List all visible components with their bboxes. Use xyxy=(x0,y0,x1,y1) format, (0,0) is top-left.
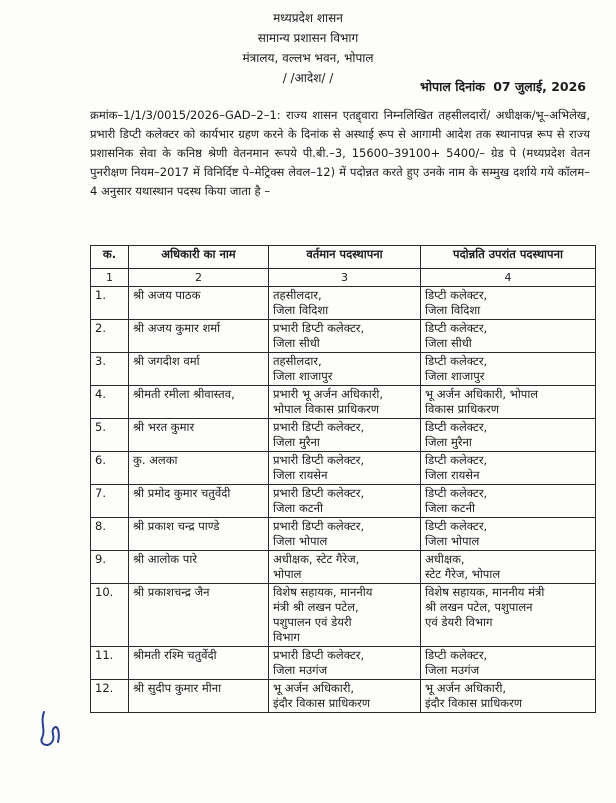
posting-line: मंत्री श्री लखन पटेल, xyxy=(273,600,359,614)
posting-line: जिला मुरैना xyxy=(273,435,320,449)
promoted-posting xyxy=(421,287,596,320)
row-serial: 10. xyxy=(91,584,129,647)
posting-line: डिप्टी कलेक्टर, xyxy=(425,453,488,467)
posting-line: जिला भोपाल xyxy=(273,534,328,548)
posting-line: विकास प्राधिकरण xyxy=(425,402,500,416)
table-row xyxy=(91,551,596,584)
posting-line: जिला कटनी xyxy=(425,501,475,515)
officer-name: श्री भरत कुमार xyxy=(129,419,269,452)
posting-line: जिला रायसेन xyxy=(273,468,328,482)
posting-line: डिप्टी कलेक्टर, xyxy=(425,288,488,302)
column-number-row xyxy=(91,269,596,287)
posting-line: जिला कटनी xyxy=(273,501,323,515)
promoted-posting xyxy=(421,647,596,680)
current-posting xyxy=(269,386,421,419)
table-row xyxy=(91,287,596,320)
table-row xyxy=(91,584,596,647)
posting-line: जिला मउगंज xyxy=(425,663,480,677)
govt-name: मध्यप्रदेश शासन xyxy=(273,11,343,25)
current-posting xyxy=(269,419,421,452)
order-text: क्रमांक–1/1/3/0015/2026–GAD–2–1: राज्य शासन एतद्द्वारा निम्नलिखित तहसीलदारों/ अधीक्षक/भू–अभिलेख, प्रभारी डिप्टी कलेक्टर को कार्यभार ग्रहण करने के दिनांक से अस्थाई रूप से आगामी आदेश तक स्थानापन्न रूप से राज्य प्रशासनिक सेवा के कनिष्ठ श्रेणी वेतनमान रूपये पी.बी.–3, 15600–39100+ 5400/– ग्रेड पे (मध्यप्रदेश वेतन पुनरीक्षण नियम–2017 में विनिर्दिष्ट पे–मेट्रिक्स लेवल–12) में पदोन्नत करते हुए उनके नाम के सम्मुख दर्शाये गये कॉलम– 4 अनुसार यथास्थान पदस्थ किया जाता है – xyxy=(90,108,590,198)
posting-line: तहसीलदार, xyxy=(273,288,322,302)
posting-line: प्रभारी भू अर्जन अधिकारी, xyxy=(273,387,384,401)
current-posting xyxy=(269,485,421,518)
table-row xyxy=(91,419,596,452)
posting-line: भोपाल xyxy=(273,567,302,581)
posting-line: प्रभारी डिप्टी कलेक्टर, xyxy=(273,519,365,533)
col-header-serial: क. xyxy=(91,246,129,269)
posting-line: जिला शाजापुर xyxy=(273,369,333,383)
promoted-posting xyxy=(421,386,596,419)
current-posting xyxy=(269,647,421,680)
posting-line: जिला विदिशा xyxy=(273,303,329,317)
order-heading: / /आदेश/ / xyxy=(282,71,334,85)
table-row xyxy=(91,386,596,419)
posting-line: जिला भोपाल xyxy=(425,534,480,548)
posting-line: अधीक्षक, xyxy=(425,552,465,566)
posting-line: जिला मउगंज xyxy=(273,663,328,677)
posting-line: अधीक्षक, स्टेट गैरेज, xyxy=(273,552,360,566)
dateline xyxy=(416,78,586,95)
officer-name: श्री अजय कुमार शर्मा xyxy=(129,320,269,353)
posting-line: भोपाल विकास प्राधिकरण xyxy=(273,402,380,416)
row-serial: 9. xyxy=(91,551,129,584)
promoted-posting xyxy=(421,353,596,386)
posting-line: भू अर्जन अधिकारी, xyxy=(425,681,507,695)
promoted-posting xyxy=(421,680,596,713)
posting-line: एवं डेयरी विभाग xyxy=(425,615,493,629)
posting-line: प्रभारी डिप्टी कलेक्टर, xyxy=(273,321,365,335)
promoted-posting xyxy=(421,518,596,551)
posting-line: इंदौर विकास प्राधिकरण xyxy=(425,696,523,710)
promoted-posting xyxy=(421,551,596,584)
posting-line: विभाग xyxy=(273,630,300,644)
officer-name: श्रीमती रमीला श्रीवास्तव, xyxy=(129,386,269,419)
table-body xyxy=(91,269,596,713)
table-row xyxy=(91,518,596,551)
promoted-posting xyxy=(421,452,596,485)
col-number: 2 xyxy=(129,269,269,287)
col-number: 1 xyxy=(91,269,129,287)
posting-line: विशेष सहायक, माननीय xyxy=(273,585,373,599)
table-row xyxy=(91,353,596,386)
current-posting xyxy=(269,551,421,584)
row-serial: 11. xyxy=(91,647,129,680)
posting-line: तहसीलदार, xyxy=(273,354,322,368)
current-posting xyxy=(269,287,421,320)
table-row xyxy=(91,647,596,680)
promoted-posting xyxy=(421,320,596,353)
office-address: मंत्रालय, वल्लभ भवन, भोपाल xyxy=(242,51,374,65)
row-serial: 1. xyxy=(91,287,129,320)
officer-name: श्री आलोक पारे xyxy=(129,551,269,584)
table-row xyxy=(91,452,596,485)
officer-name: श्री प्रकाशचन्द्र जैन xyxy=(129,584,269,647)
row-serial: 12. xyxy=(91,680,129,713)
posting-line: भू अर्जन अधिकारी, भोपाल xyxy=(425,387,539,401)
posting-line: प्रभारी डिप्टी कलेक्टर, xyxy=(273,420,365,434)
posting-line: प्रभारी डिप्टी कलेक्टर, xyxy=(273,648,365,662)
current-posting xyxy=(269,680,421,713)
officer-name: श्री जगदीश वर्मा xyxy=(129,353,269,386)
current-posting xyxy=(269,353,421,386)
signature-mark xyxy=(36,708,64,750)
col-header-current-posting: वर्तमान पदस्थापना xyxy=(269,246,421,269)
posting-line: भू अर्जन अधिकारी, xyxy=(273,681,355,695)
officer-name: श्री सुदीप कुमार मीना xyxy=(129,680,269,713)
officer-name: कु. अलका xyxy=(129,452,269,485)
officer-name: श्री प्रमोद कुमार चतुर्वेदी xyxy=(129,485,269,518)
posting-line: जिला रायसेन xyxy=(425,468,480,482)
posting-line: प्रभारी डिप्टी कलेक्टर, xyxy=(273,453,365,467)
officer-name: श्रीमती रश्मि चतुर्वेदी xyxy=(129,647,269,680)
posting-line: श्री लखन पटेल, पशुपालन xyxy=(425,600,533,614)
row-serial: 8. xyxy=(91,518,129,551)
officer-name: श्री प्रकाश चन्द्र पाण्डे xyxy=(129,518,269,551)
posting-line: डिप्टी कलेक्टर, xyxy=(425,354,488,368)
current-posting xyxy=(269,518,421,551)
posting-line: जिला सीधी xyxy=(273,336,320,350)
promoted-posting xyxy=(421,485,596,518)
table-row xyxy=(91,320,596,353)
posting-line: इंदौर विकास प्राधिकरण xyxy=(273,696,371,710)
posting-line: जिला मुरैना xyxy=(425,435,472,449)
posting-line: डिप्टी कलेक्टर, xyxy=(425,321,488,335)
posting-line: जिला विदिशा xyxy=(425,303,481,317)
posting-line: प्रभारी डिप्टी कलेक्टर, xyxy=(273,486,365,500)
posting-line: जिला शाजापुर xyxy=(425,369,485,383)
row-serial: 7. xyxy=(91,485,129,518)
row-serial: 3. xyxy=(91,353,129,386)
dateline-date: 07 जुलाई, 2026 xyxy=(493,79,586,94)
col-number: 3 xyxy=(269,269,421,287)
posting-line: स्टेट गैरेज, भोपाल xyxy=(425,567,501,581)
current-posting xyxy=(269,320,421,353)
promoted-posting xyxy=(421,419,596,452)
posting-line: डिप्टी कलेक्टर, xyxy=(425,486,488,500)
row-serial: 2. xyxy=(91,320,129,353)
posting-line: डिप्टी कलेक्टर, xyxy=(425,420,488,434)
promoted-posting xyxy=(421,584,596,647)
posting-line: डिप्टी कलेक्टर, xyxy=(425,519,488,533)
officer-name: श्री अजय पाठक xyxy=(129,287,269,320)
row-serial: 4. xyxy=(91,386,129,419)
letterhead xyxy=(0,8,616,88)
posting-line: डिप्टी कलेक्टर, xyxy=(425,648,488,662)
posting-line: विशेष सहायक, माननीय मंत्री xyxy=(425,585,545,599)
promotion-table xyxy=(90,245,596,713)
row-serial: 6. xyxy=(91,452,129,485)
posting-line: जिला सीधी xyxy=(425,336,472,350)
current-posting xyxy=(269,452,421,485)
table-header-row xyxy=(91,246,596,269)
dateline-label: भोपाल दिनांक xyxy=(420,79,485,94)
col-header-promoted-posting: पदोन्नति उपरांत पदस्थापना xyxy=(421,246,596,269)
posting-line: पशुपालन एवं डेयरी xyxy=(273,615,352,629)
table-row xyxy=(91,680,596,713)
current-posting xyxy=(269,584,421,647)
row-serial: 5. xyxy=(91,419,129,452)
col-header-name: अधिकारी का नाम xyxy=(129,246,269,269)
col-number: 4 xyxy=(421,269,596,287)
department-name: सामान्य प्रशासन विभाग xyxy=(257,31,359,45)
table-row xyxy=(91,485,596,518)
